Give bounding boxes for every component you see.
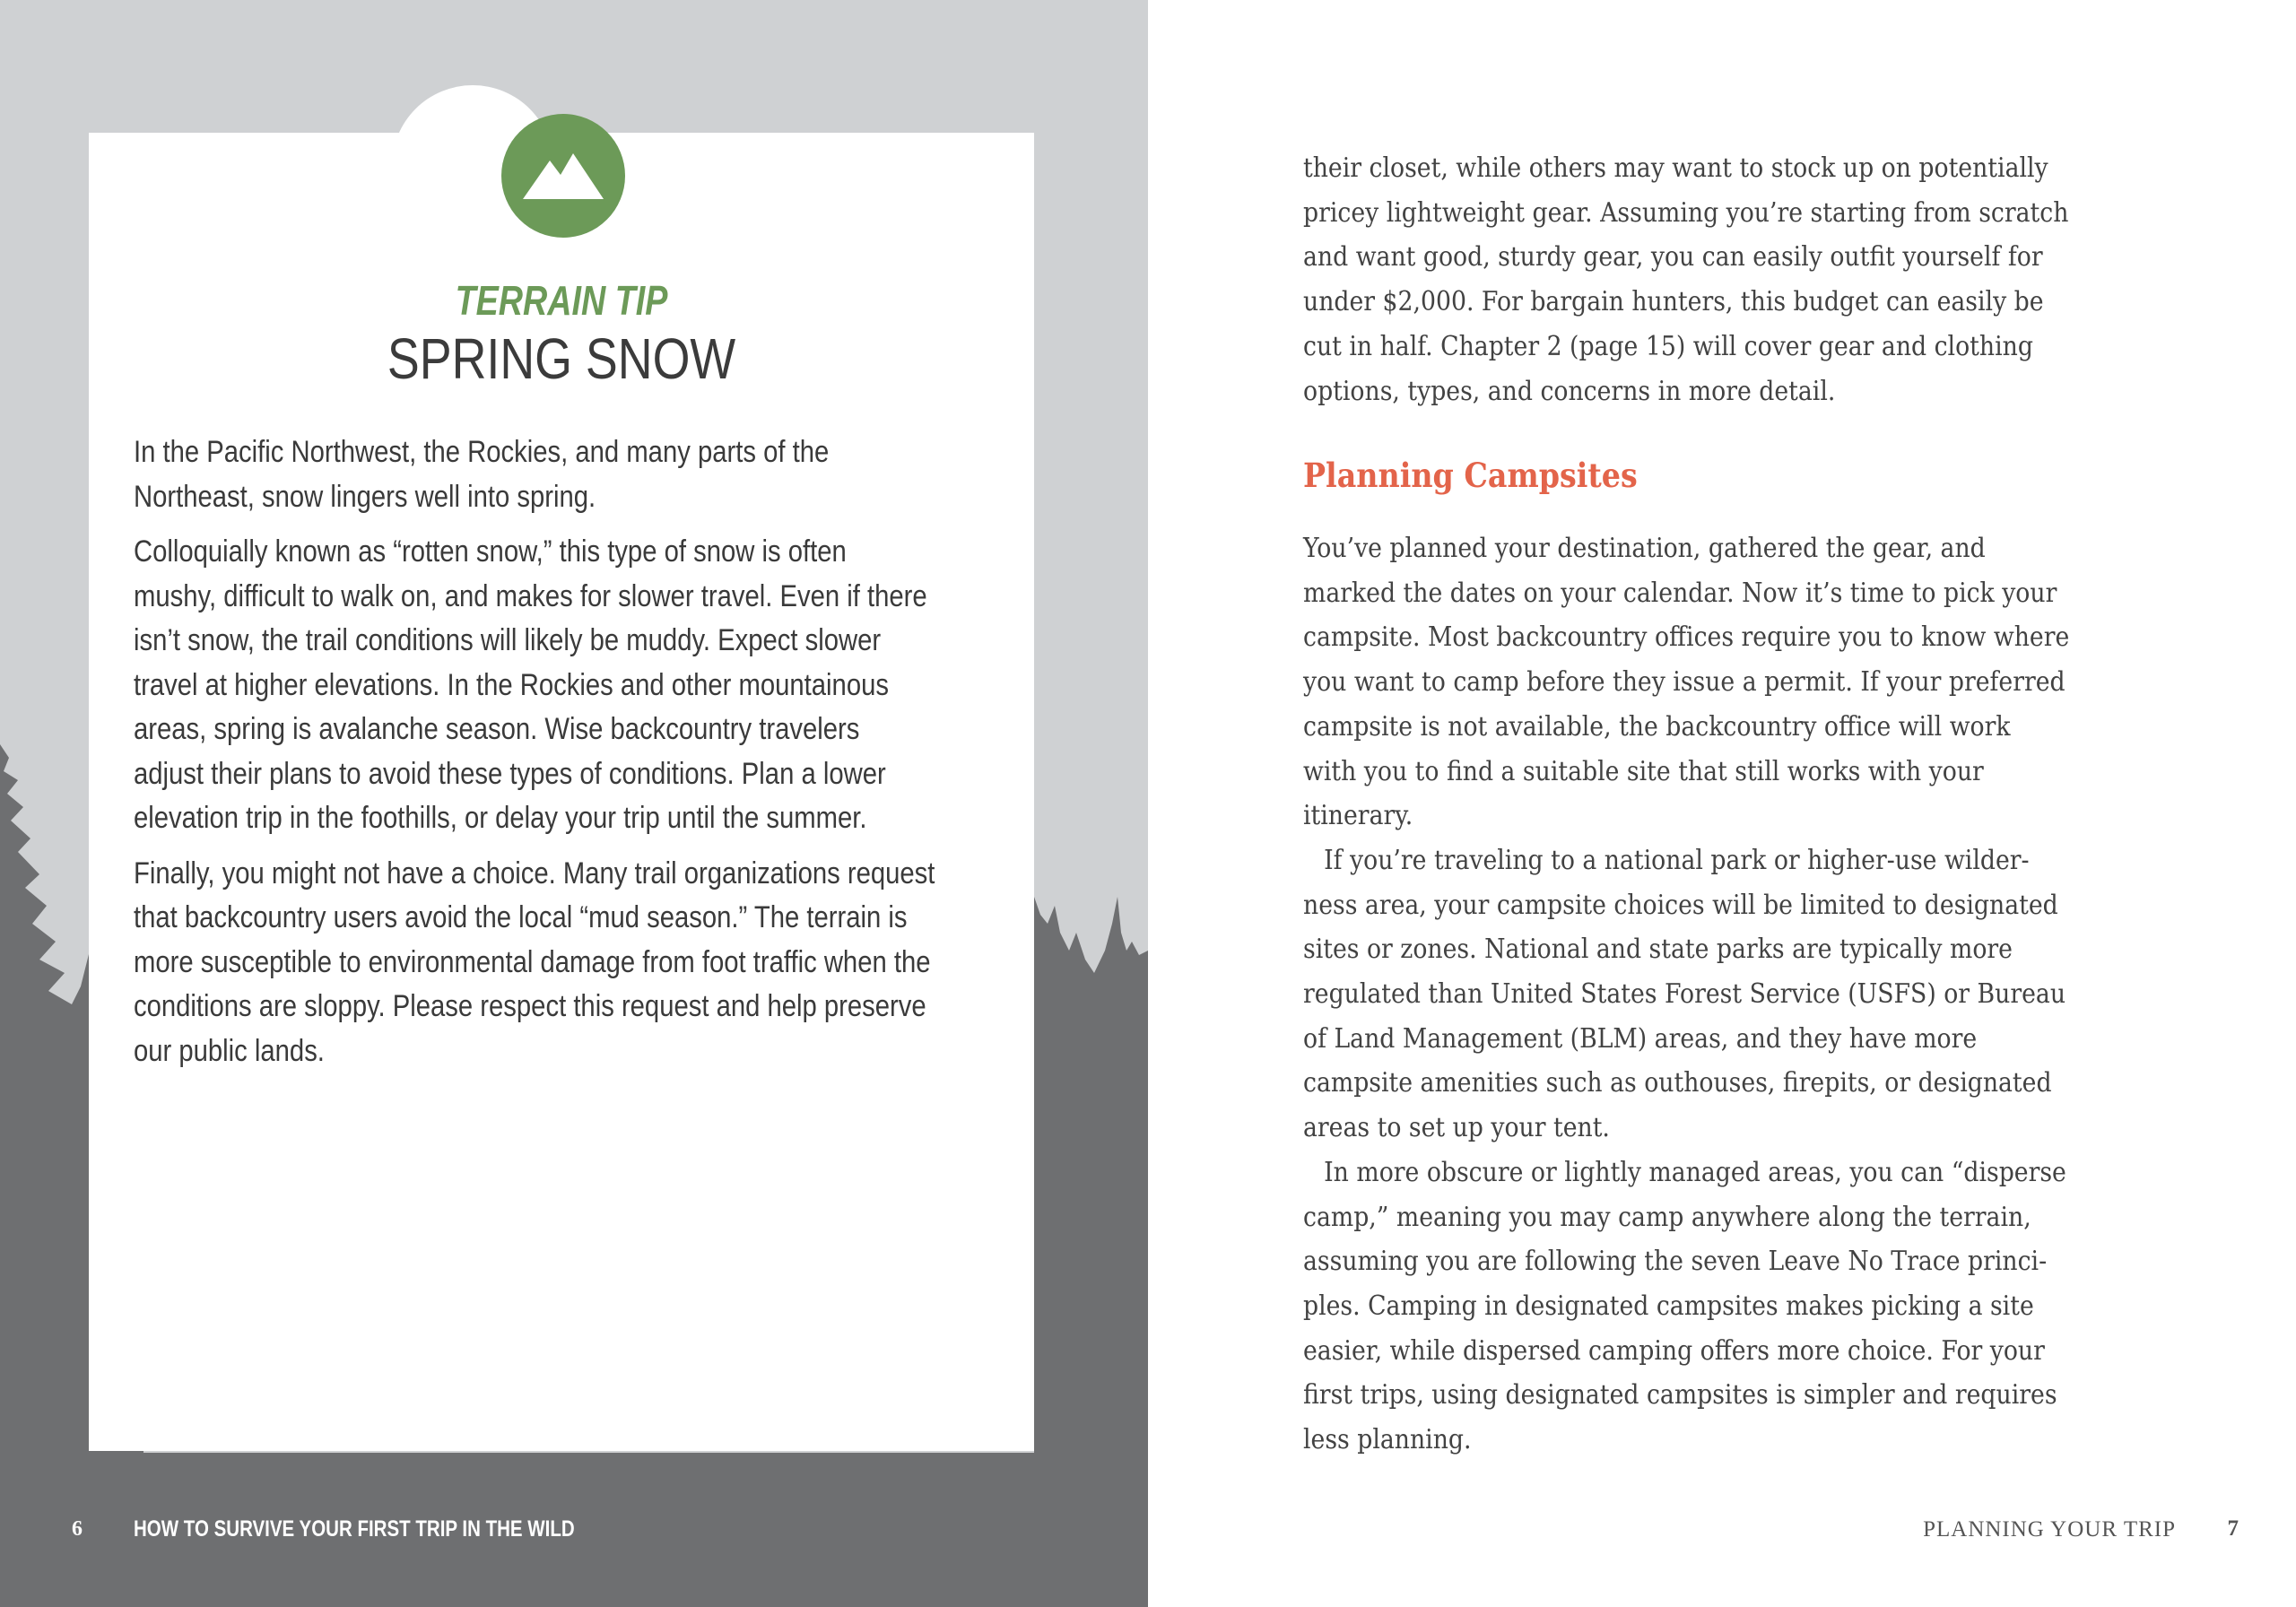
tip-paragraph: Finally, you might not have a choice. Many trail organizations request that backcountry users avoid the local “mud season.” The terrain is more susceptible to environmental damage from foot traffic when the conditions are sloppy. Please respect this request and help preserve our public lands. — [134, 856, 935, 1068]
running-head-right: PLANNING YOUR TRIP — [1923, 1517, 2176, 1542]
tip-body — [134, 430, 935, 1084]
tip-label: TERRAIN TIP — [455, 277, 668, 324]
tip-paragraph: In the Pacific Northwest, the Rockies, and many parts of the Northeast, snow lingers well into spring. — [134, 435, 830, 514]
body-paragraph: You’ve planned your destination, gathered the gear, and marked the dates on your calendar. Now it’s time to pick your campsite. Most backcountry offices require you to know where you want to camp before they issue a permit. If your preferred campsite is not available, the backcountry office will work with you to find a suitable site that still works with your itinerary. — [1303, 533, 2070, 832]
body-paragraph: In more obscure or lightly managed areas, you can “disperse camp,” meaning you may camp anywhere along the terrain, assuming you are following the seven Leave No Trace principles. Camping in designated campsites makes picking a site easier, while dispersed camping offers more choice. For your first trips, using designated campsites is simpler and requires less planning. — [1303, 1156, 2066, 1456]
running-head-left: HOW TO SURVIVE YOUR FIRST TRIP IN THE WILD — [134, 1516, 575, 1542]
continued-paragraph — [1303, 146, 2069, 413]
mountain-icon — [501, 114, 625, 238]
body-paragraph: If you’re traveling to a national park or higher-use wilderness area, your campsite choices will be limited to designated sites or zones. National and state parks are typically more regulated than United States Forest Service (USFS) or Bureau of Land Management (BLM) areas, and they have more campsite amenities such as outhouses, firepits, or designated areas to set up your tent. — [1303, 844, 2066, 1144]
page-number-left: 6 — [72, 1517, 83, 1541]
section-body — [1303, 526, 2069, 1463]
body-paragraph: their closet, while others may want to stock up on potentially pricey lightweight gear. Assuming you’re starting from scratch and want good, sturdy gear, you can easily outfit yourself for under $2,000. For bargain hunters, this budget can easily be cut in half. Chapter 2 (page 15) will cover gear and clothing options, types, and concerns in more detail. — [1303, 152, 2069, 407]
tip-paragraph: Colloquially known as “rotten snow,” this type of snow is often mushy, difficult to walk on, and makes for slower travel. Even if there isn’t snow, the trail conditions will likely be muddy. Expect slower travel at higher elevations. In the Rockies and other mountainous areas, spring is avalanche season. Wise backcountry travelers adjust their plans to avoid these types of conditions. Plan a lower elevation trip in the foothills, or delay your trip until the summer. — [134, 534, 927, 835]
right-page — [1148, 0, 2296, 1607]
section-heading: Planning Campsites — [1303, 456, 1638, 495]
tip-title: SPRING SNOW — [387, 326, 736, 391]
page-number-right: 7 — [2227, 1516, 2239, 1541]
